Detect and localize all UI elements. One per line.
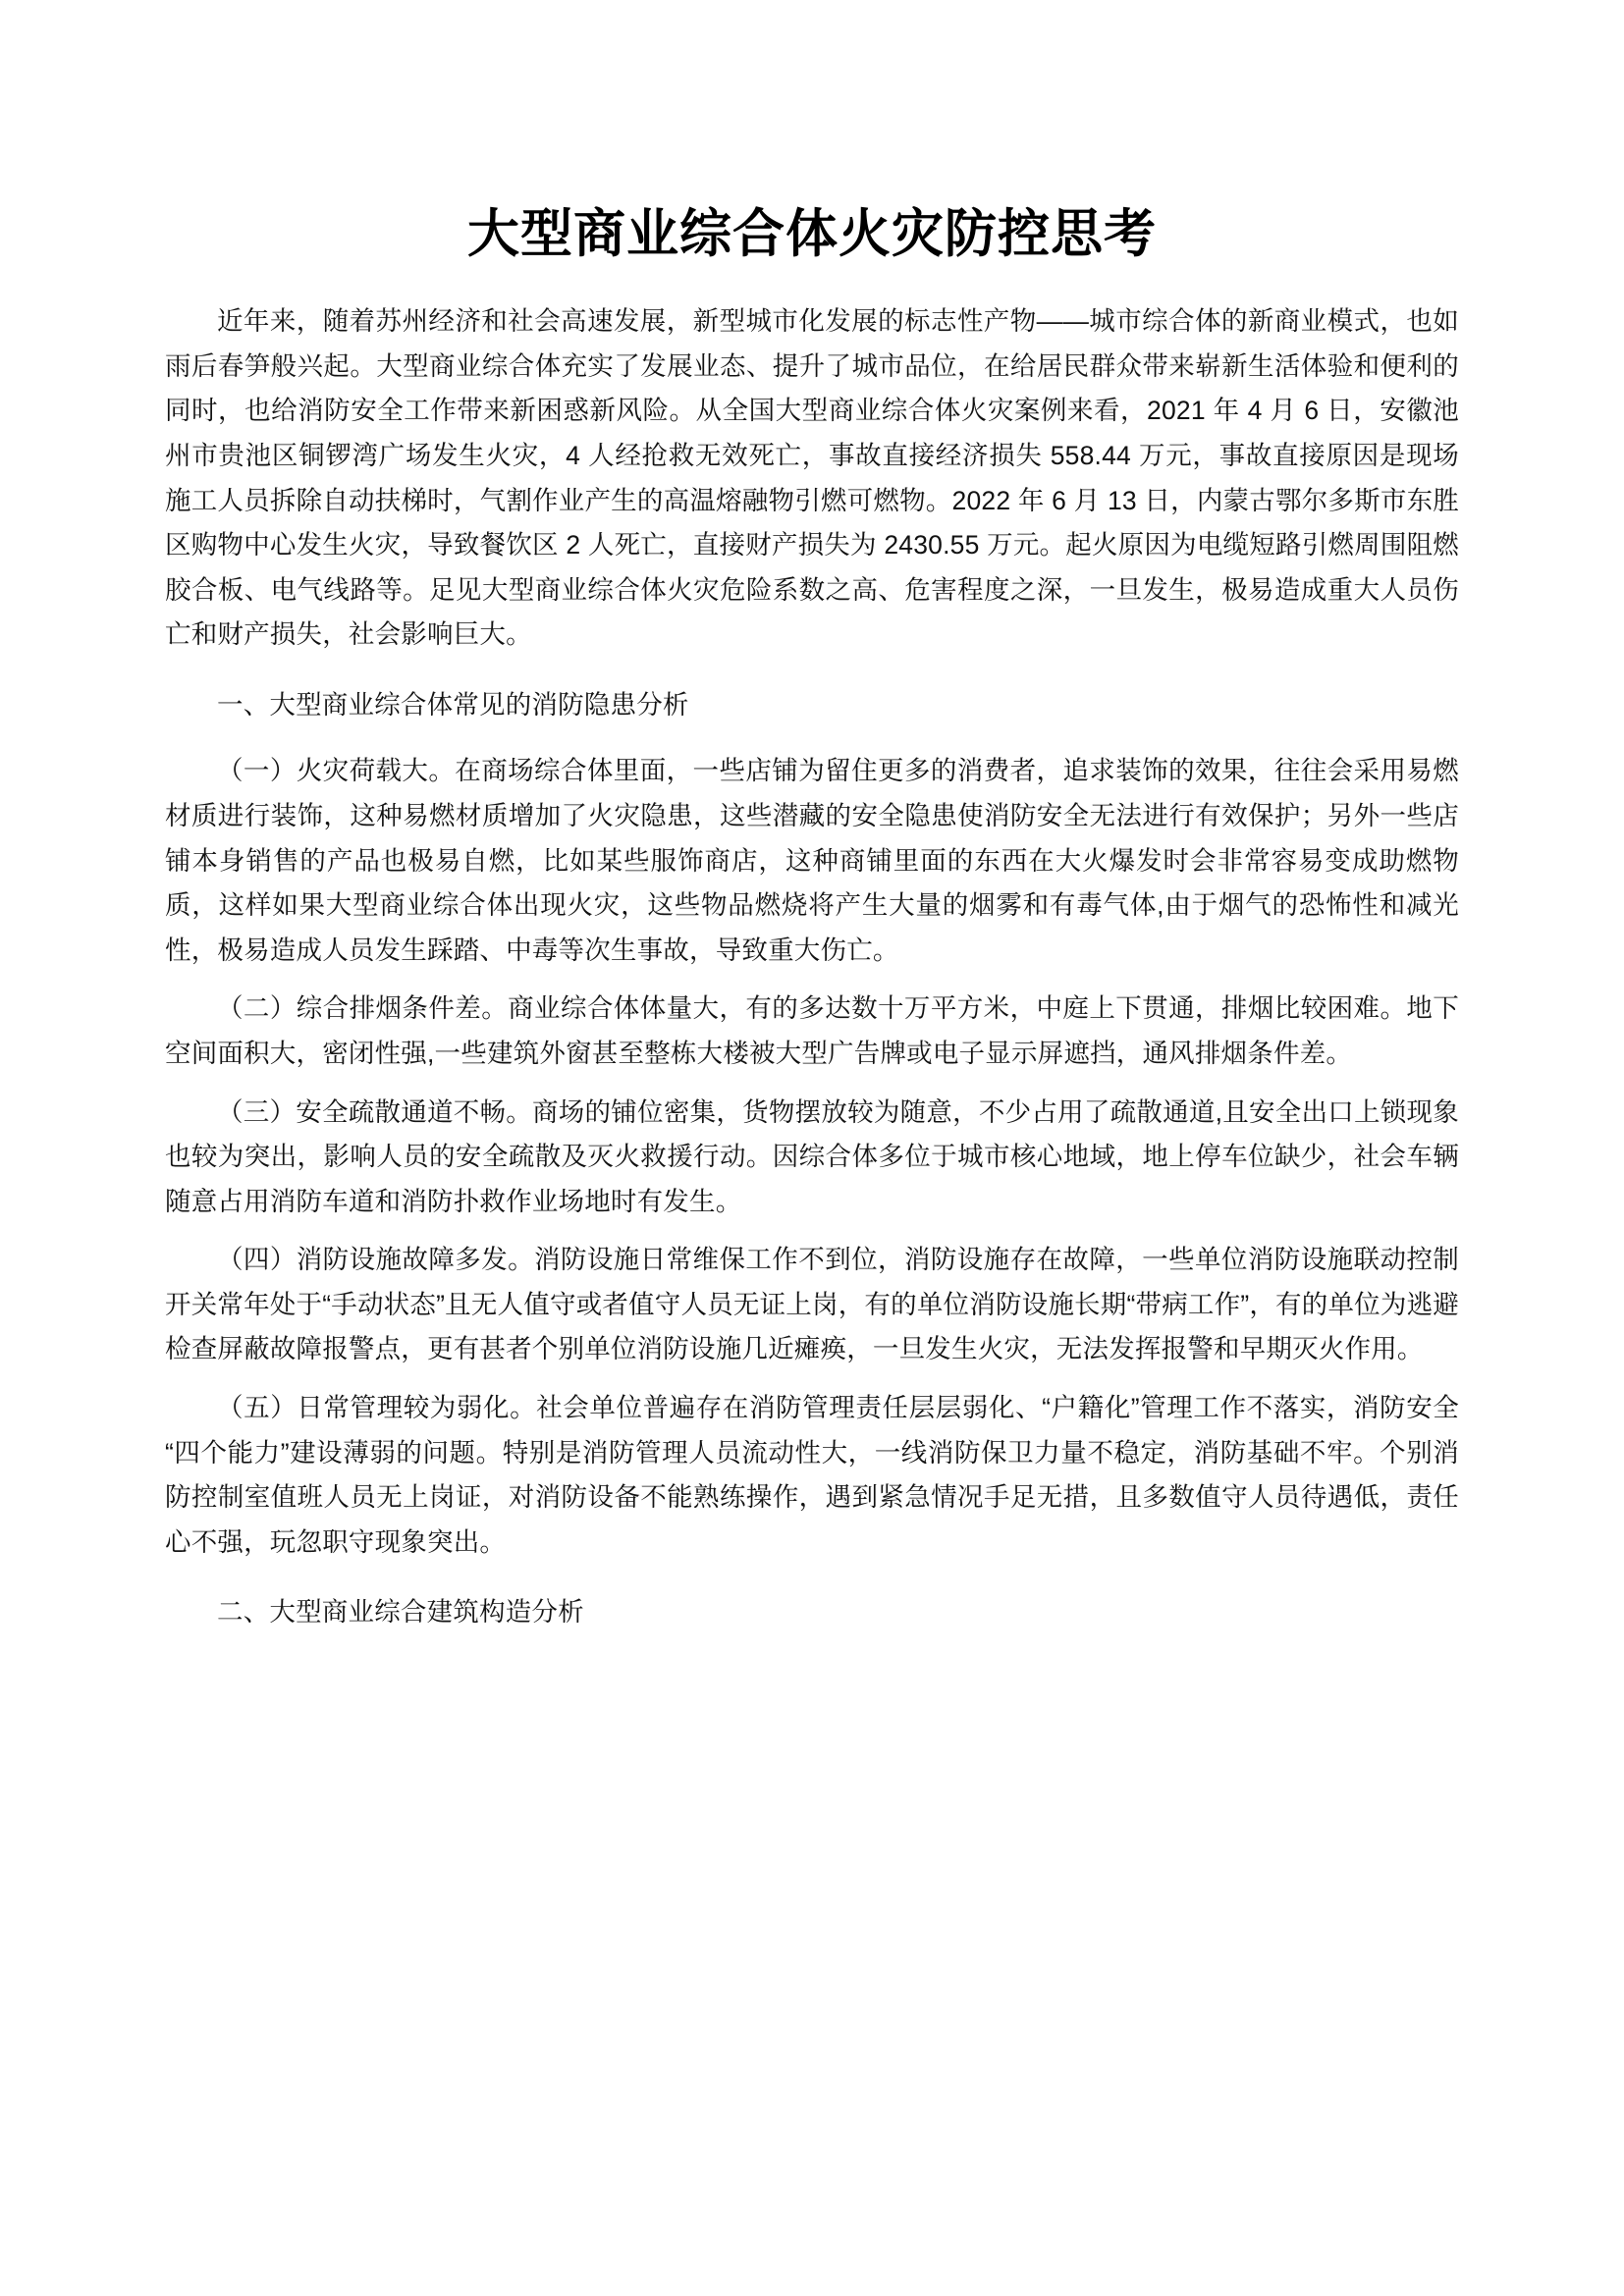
page-title: 大型商业综合体火灾防控思考 [467,203,1157,264]
section-heading-2: 二、大型商业综合建筑构造分析 [217,1597,584,1628]
paragraph-item-4: （四）消防设施故障多发。消防设施日常维保工作不到位，消防设施存在故障，一些单位消防设施联动控制开关常年处于“手动状态”且无人值守或者值守人员无证上岗，有的单位消防设施长期“带病工作”，有的单位为逃避检查屏蔽故障报警点，更有甚者个别单位消防设施几近瘫痪，一旦发生火灾，无法发挥报警和早期灭火作用。 [165,1245,1459,1364]
document-body [165,299,1459,1635]
paragraph-item-2: （二）综合排烟条件差。商业综合体体量大，有的多达数十万平方米，中庭上下贯通，排烟比较困难。地下空间面积大，密闭性强,一些建筑外窗甚至整栋大楼被大型广告牌或电子显示屏遮挡，通风排烟条件差。 [165,993,1459,1068]
section-heading-1: 一、大型商业综合体常见的消防隐患分析 [217,689,689,720]
paragraph-intro: 近年来，随着苏州经济和社会高速发展，新型城市化发展的标志性产物——城市综合体的新商业模式，也如雨后春笋般兴起。大型商业综合体充实了发展业态、提升了城市品位，在给居民群众带来崭新生活体验和便利的同时，也给消防安全工作带来新困惑新风险。从全国大型商业综合体火灾案例来看，2021 年 4 月 6 日，安徽池州市贵池区铜锣湾广场发生火灾，4 人经抢救无效死亡，事故直接经济损失 558.44 万元，事故直接原因是现场施工人员拆除自动扶梯时，气割作业产生的高温熔融物引燃可燃物。2022 年 6 月 13 日，内蒙古鄂尔多斯市东胜区购物中心发生火灾，导致餐饮区 2 人死亡，直接财产损失为 2430.55 万元。起火原因为电缆短路引燃周围阻燃胶合板、电气线路等。足见大型商业综合体火灾危险系数之高、危害程度之深，一旦发生，极易造成重大人员伤亡和财产损失，社会影响巨大。 [165,306,1459,650]
paragraph-item-5: （五）日常管理较为弱化。社会单位普遍存在消防管理责任层层弱化、“户籍化”管理工作不落实，消防安全“四个能力”建设薄弱的问题。特别是消防管理人员流动性大，一线消防保卫力量不稳定，消防基础不牢。个别消防控制室值班人员无上岗证，对消防设备不能熟练操作，遇到紧急情况手足无措，且多数值守人员待遇低，责任心不强，玩忽职守现象突出。 [165,1392,1459,1557]
paragraph-item-3: （三）安全疏散通道不畅。商场的铺位密集，货物摆放较为随意，不少占用了疏散通道,且安全出口上锁现象也较为突出，影响人员的安全疏散及灭火救援行动。因综合体多位于城市核心地域，地上停车位缺少，社会车辆随意占用消防车道和消防扑救作业场地时有发生。 [165,1096,1459,1216]
paragraph-item-1: （一）火灾荷载大。在商场综合体里面，一些店铺为留住更多的消费者，追求装饰的效果，往往会采用易燃材质进行装饰，这种易燃材质增加了火灾隐患，这些潜藏的安全隐患使消防安全无法进行有效保护；另外一些店铺本身销售的产品也极易自燃，比如某些服饰商店，这种商铺里面的东西在大火爆发时会非常容易变成助燃物质，这样如果大型商业综合体出现火灾，这些物品燃烧将产生大量的烟雾和有毒气体,由于烟气的恐怖性和减光性，极易造成人员发生踩踏、中毒等次生事故，导致重大伤亡。 [165,756,1459,965]
